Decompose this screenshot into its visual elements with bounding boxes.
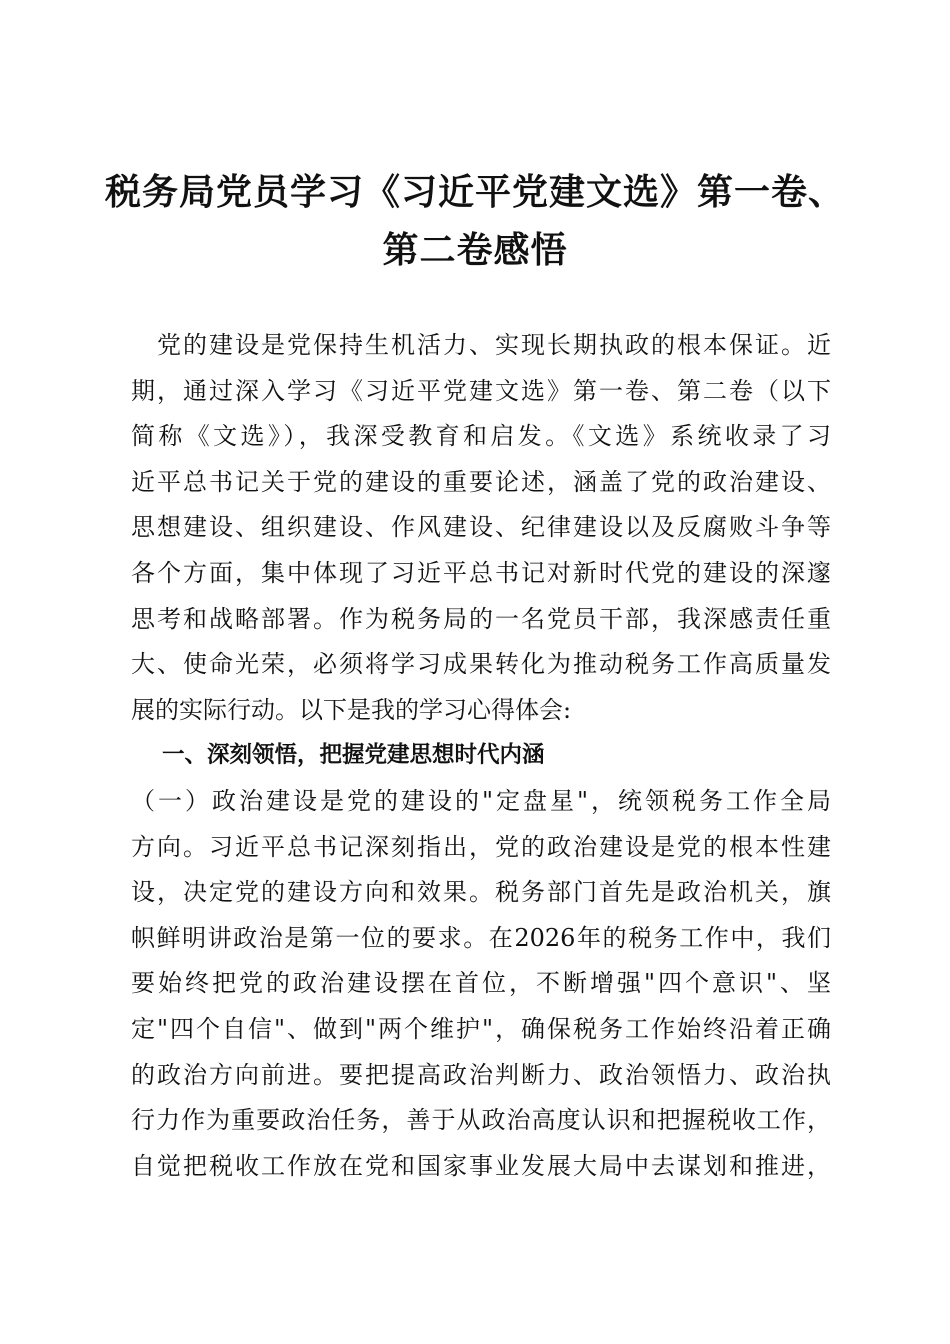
section1-line-3: 设，决定党的建设方向和效果。税务部门首先是政治机关，旗 <box>131 878 831 907</box>
intro-line-4: 近平总书记关于党的建设的重要论述，涵盖了党的政治建设、 <box>131 467 831 496</box>
section1-line-6: 定"四个自信"、做到"两个维护"，确保税务工作始终沿着正确 <box>131 1014 831 1043</box>
document-body <box>131 323 831 1189</box>
section1-line-7: 的政治方向前进。要把提高政治判断力、政治领悟力、政治执 <box>131 1060 831 1089</box>
intro-line-6: 各个方面，集中体现了习近平总书记对新时代党的建设的深邃 <box>131 558 831 587</box>
section1-line-4: 帜鲜明讲政治是第一位的要求。在2026年的税务工作中，我们 <box>131 923 831 952</box>
intro-line-9: 展的实际行动。以下是我的学习心得体会: <box>131 695 572 724</box>
document-title <box>100 163 850 279</box>
intro-line-7: 思考和战略部署。作为税务局的一名党员干部，我深感责任重 <box>131 604 831 633</box>
section1-line-2: 方向。习近平总书记深刻指出，党的政治建设是党的根本性建 <box>131 832 831 861</box>
section-heading-1: 一、深刻领悟，把握党建思想时代内涵 <box>162 742 545 769</box>
section1-line-5: 要始终把党的政治建设摆在首位，不断增强"四个意识"、坚 <box>131 969 831 998</box>
intro-line-1: 党的建设是党保持生机活力、实现长期执政的根本保证。近 <box>131 331 831 359</box>
title-line-2: 第二卷感悟 <box>382 229 568 271</box>
intro-line-3: 简称《文选》），我深受教育和启发。《文选》系统收录了习 <box>131 422 831 451</box>
title-line-1: 税务局党员学习《习近平党建文选》第一卷、 <box>104 171 845 213</box>
intro-line-8: 大、使命光荣，必须将学习成果转化为推动税务工作高质量发 <box>131 650 831 679</box>
section1-line-9: 自觉把税收工作放在党和国家事业发展大局中去谋划和推进， <box>131 1151 831 1180</box>
intro-line-5: 思想建设、组织建设、作风建设、纪律建设以及反腐败斗争等 <box>131 513 831 542</box>
intro-line-2: 期，通过深入学习《习近平党建文选》第一卷、第二卷（以下 <box>131 376 831 405</box>
section1-line-8: 行力作为重要政治任务，善于从政治高度认识和把握税收工作， <box>131 1106 831 1135</box>
section1-line-1: （一）政治建设是党的建设的"定盘星"，统领税务工作全局 <box>131 786 831 815</box>
